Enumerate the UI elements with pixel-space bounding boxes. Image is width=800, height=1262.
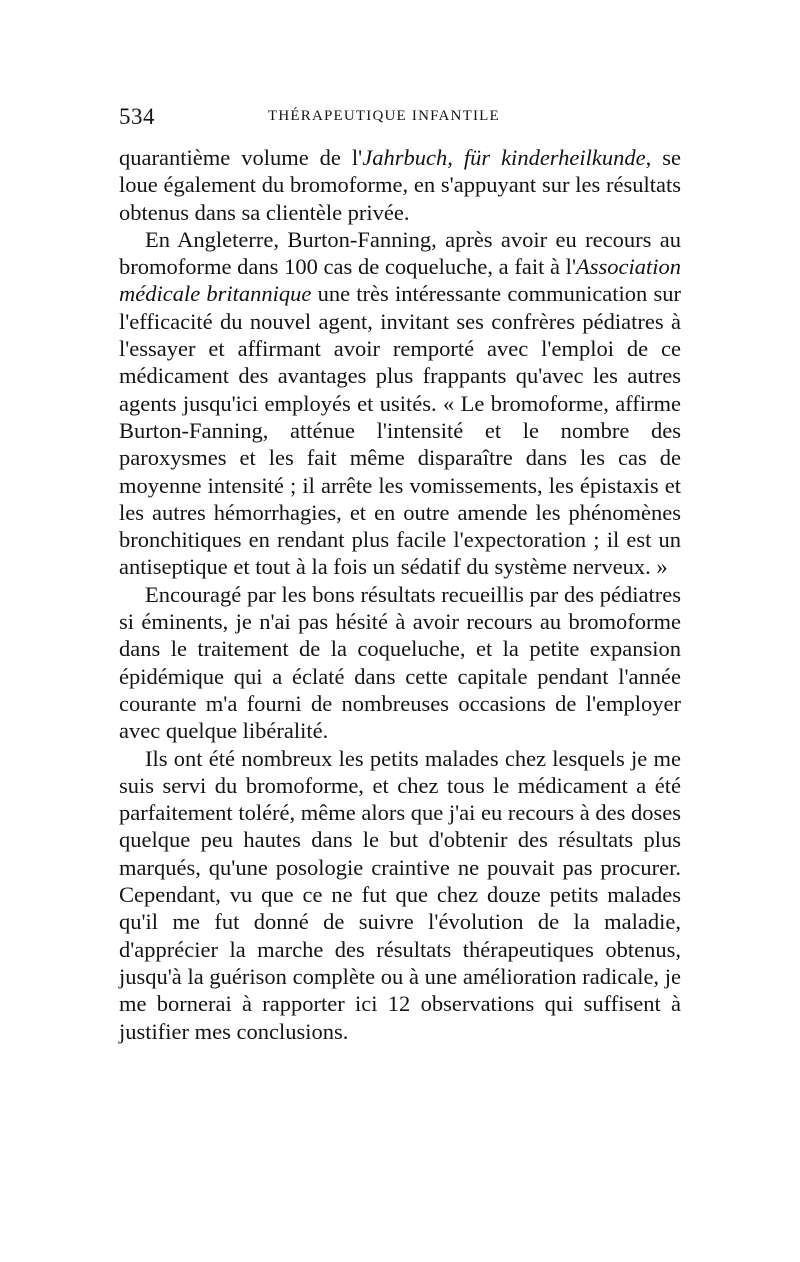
paragraph-4: Ils ont été nombreux les petits malades chez lesquels je me suis servi du bromoforme, et chez tous le médicament a été parfaitement toléré, même alors que j'ai eu recours à des doses quelque peu hautes dans le but d'obtenir des résultats plus marqués, qu'une posologie craintive ne pouvait pas procurer. Cependant, vu que ce ne fut que chez douze petits malades qu'il me fut donné de suivre l'évolution de la maladie, d'apprécier la marche des résultats thérapeutiques obtenus, jusqu'à la guérison complète ou à une amélioration radicale, je me bornerai à rapporter ici 12 observations qui suffisent à justifier mes conclusions. bbox=[119, 745, 681, 1044]
book-page bbox=[119, 100, 681, 1045]
association-name-italic: Association médicale britannique bbox=[119, 254, 681, 307]
body-text bbox=[119, 144, 681, 1045]
running-title: THÉRAPEUTIQUE INFANTILE bbox=[268, 108, 500, 124]
paragraph-3: Encouragé par les bons résultats recueillis par des pédiatres si éminents, je n'ai pas hésité à avoir recours au bromoforme dans le traitement de la coqueluche, et la petite expansion épidémique qui a éclaté dans cette capitale pendant l'année courante m'a fourni de nombreuses occasions de l'employer avec quelque libéralité. bbox=[119, 581, 681, 744]
paragraph-1-text-end: , se loue également du bromoforme, en s'appuyant sur les résultats obtenus dans sa clientèle privée. bbox=[119, 145, 681, 225]
paragraph-2-text-end: une très intéressante communication sur l'efficacité du nouvel agent, invitant ses confrères pédiatres à l'essayer et affirmant avoir remporté avec l'emploi de ce médicament des avantages plus frappants qu'avec les autres agents jusqu'ici employés et usités. « Le bromoforme, affirme Burton-Fanning, atténue l'intensité et le nombre des paroxysmes et les fait même disparaître dans les cas de moyenne intensité ; il arrête les vomissements, les épistaxis et les autres hémorrhagies, et en outre amende les phénomènes bronchitiques en rendant plus facile l'expectoration ; il est un antiseptique et tout à la fois un sédatif du système nerveux. » bbox=[119, 281, 681, 580]
paragraph-1-text-start: quarantième volume de l' bbox=[119, 145, 363, 170]
page-number: 534 bbox=[119, 104, 155, 129]
paragraph-2 bbox=[119, 226, 681, 581]
page-header bbox=[119, 100, 681, 134]
paragraph-1 bbox=[119, 144, 681, 226]
paragraph-2-text-start: En Angleterre, Burton-Fanning, après avoir eu recours au bromoforme dans 100 cas de coqueluche, a fait à l' bbox=[119, 226, 681, 280]
journal-title-italic: Jahrbuch, für kinderheilkunde bbox=[362, 145, 646, 170]
